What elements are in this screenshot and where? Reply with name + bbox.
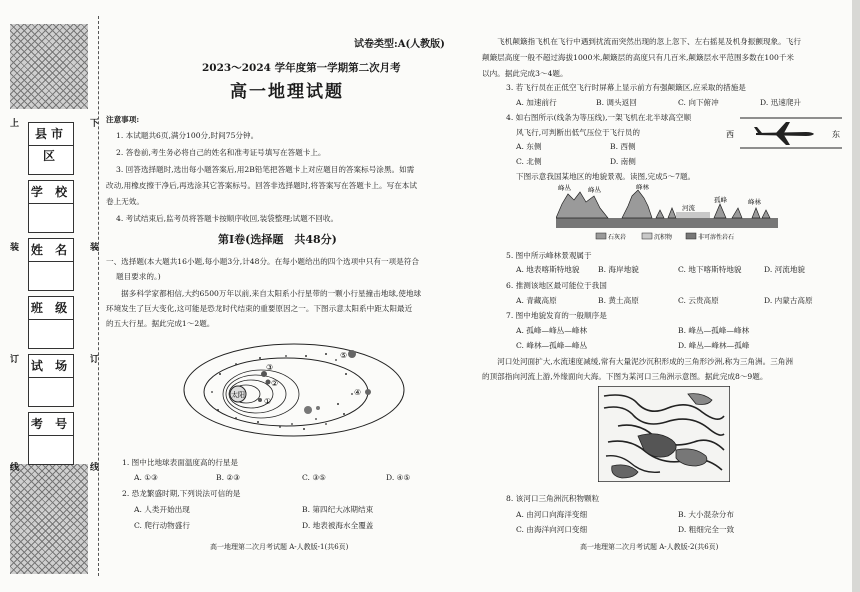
q5-option-d[interactable]: D. 河流地貌 <box>764 265 806 274</box>
passage-line: 河口处河面扩大,水流速度减缓,常有大量泥沙沉积形成的三角形沙洲,称为三角洲。三角洲 <box>482 357 793 366</box>
exam-title: 高一地理试题 <box>230 82 344 102</box>
q2-option-c[interactable]: C. 爬行动物盛行 <box>134 521 190 530</box>
field-name[interactable]: 姓 名 <box>28 238 74 291</box>
q6-option-b[interactable]: B. 黄土高原 <box>598 296 639 305</box>
exam-type-label: 试卷类型:A(人教版) <box>354 39 445 50</box>
landform-label: 河流 <box>682 204 695 212</box>
field-county[interactable]: 县市区 <box>28 122 74 175</box>
field-school[interactable]: 学 校 <box>28 180 74 233</box>
q1-option-b[interactable]: B. ②③ <box>216 473 241 482</box>
q6-stem: 6. 推测该地区最可能位于我国 <box>506 281 607 290</box>
q1-option-a[interactable]: A. ①③ <box>134 473 158 482</box>
q7-stem: 7. 图中地貌发育的一般顺序是 <box>506 311 607 320</box>
passage-line: 以内。据此完成3～4题。 <box>482 69 568 78</box>
q3-option-b[interactable]: B. 调头返回 <box>596 98 637 107</box>
planet-label: ④ <box>354 388 362 397</box>
notice-item: 1. 本试题共6页,满分100分,时间75分钟。 <box>116 131 259 140</box>
sun-label: 太阳 <box>231 391 245 399</box>
q5-stem: 5. 图中所示峰林景观属于 <box>506 251 592 260</box>
binding-mark-xian: 线 <box>10 463 20 473</box>
landform-label: 峰林 <box>748 198 761 206</box>
legend-item: 石灰岩 <box>608 234 627 241</box>
passage-line: 环境发生了巨大变化,这可能是恐龙时代结束的重要原因之一。下图示意太阳系中距太阳最近 <box>106 304 413 313</box>
q5-option-a[interactable]: A. 地表喀斯特地貌 <box>516 265 580 274</box>
binding-line <box>98 16 99 576</box>
q8-option-b[interactable]: B. 大小混杂分布 <box>678 510 734 519</box>
landform-label: 峰林 <box>636 184 649 191</box>
solar-system-figure <box>176 334 406 444</box>
notice-item: 改动,用橡皮擦干净后,再选涂其它答案标号。回答非选择题时,将答案写在答题卡上。写在本试 <box>106 181 417 190</box>
landform-label: 孤峰 <box>714 196 727 204</box>
q7-option-a[interactable]: A. 孤峰—峰丛—峰林 <box>516 326 588 335</box>
q4-stem: 4. 如右图所示(线条为等压线),一架飞机在北半球高空顺 <box>506 113 692 122</box>
q3-option-d[interactable]: D. 迅速爬升 <box>760 98 802 107</box>
q1-option-c[interactable]: C. ③⑤ <box>302 473 326 482</box>
east-label: 东 <box>832 130 840 139</box>
legend-item: 沉积物 <box>654 234 673 241</box>
passage-line: 的顶部指向河流上游,外缘面向大海。下图为某河口三角洲示意图。据此完成8～9题。 <box>482 372 768 381</box>
notice-item: 2. 答卷前,考生务必将自己的姓名和准考证号填写在答题卡上。 <box>116 148 326 157</box>
q7-option-c[interactable]: C. 峰林—孤峰—峰丛 <box>516 341 588 350</box>
right-page-footer: 高一地理第二次月考试题 A-人教版-2(共6页) <box>580 543 719 551</box>
passage-line: 据多科学家都相信,大约6500万年以前,来自太阳系小行星带的一颗小行星撞击地球,使地球 <box>106 289 422 298</box>
q2-option-a[interactable]: A. 人类开始出现 <box>134 505 190 514</box>
passage-line: 飞机颠簸指飞机在飞行中遇到扰流而突然出现的忽上忽下、左右摇晃及机身振颤现象。飞行 <box>482 37 801 46</box>
q8-option-c[interactable]: C. 由海洋向河口变细 <box>516 525 588 534</box>
planet-label: ⑤ <box>340 351 348 360</box>
q2-option-d[interactable]: D. 地表被海水全覆盖 <box>302 521 374 530</box>
q7-option-d[interactable]: D. 峰丛—峰林—孤峰 <box>678 341 750 350</box>
field-class[interactable]: 班 级 <box>28 296 74 349</box>
q8-stem: 8. 该河口三角洲沉积物颗粒 <box>506 494 600 503</box>
q6-option-c[interactable]: C. 云贵高原 <box>678 296 719 305</box>
q8-option-d[interactable]: D. 粗细完全一致 <box>678 525 735 534</box>
exam-year-line: 2023～2024 学年度第一学期第二次月考 <box>202 62 401 74</box>
legend-item: 非可溶性岩石 <box>698 234 735 241</box>
planet-label: ① <box>264 397 272 406</box>
q6-option-a[interactable]: A. 青藏高原 <box>516 296 557 305</box>
q7-option-b[interactable]: B. 峰丛—孤峰—峰林 <box>678 326 750 335</box>
section-intro: 一、选择题(本大题共16小题,每小题3分,计48分。在每小题给出的四个选项中只有一项是符合 <box>106 257 419 266</box>
q2-option-b[interactable]: B. 第四纪大冰期结束 <box>302 505 374 514</box>
left-column <box>106 0 472 592</box>
binding-mark-xia: 下 <box>90 119 100 129</box>
notice-item: 3. 回答选择题时,选出每小题答案后,用2B铅笔把答题卡上对应题目的答案标号涂黑。如需 <box>116 165 415 174</box>
q2-stem: 2. 恐龙繁盛时期,下列说法可信的是 <box>122 489 241 498</box>
page-edge <box>852 0 860 592</box>
notice-item: 4. 考试结束后,监考员将答题卡按顺序收回,装袋整理;试题不回收。 <box>116 214 339 223</box>
q5-option-c[interactable]: C. 地下喀斯特地貌 <box>678 265 742 274</box>
landform-label: 峰丛 <box>588 186 601 194</box>
q4-option-c[interactable]: C. 北侧 <box>516 157 542 166</box>
binding-mark-shang: 上 <box>10 119 20 129</box>
q1-option-d[interactable]: D. ④⑤ <box>386 473 411 482</box>
left-page-footer: 高一地理第二次月考试题 A-人教版-1(共6页) <box>210 543 349 551</box>
binding-mark-zhuang: 装 <box>10 243 20 253</box>
field-room[interactable]: 试 场 <box>28 354 74 407</box>
binding-mark-zhuang-right: 装 <box>90 243 100 253</box>
q8-option-a[interactable]: A. 由河口向海洋变细 <box>516 510 588 519</box>
passage-line: 下图示意我国某地区的地貌景观。读图,完成5～7题。 <box>516 172 696 181</box>
decor-pattern-top <box>10 24 88 109</box>
section-intro: 题目要求的。) <box>116 272 161 281</box>
landform-label: 峰丛 <box>558 184 571 192</box>
q5-option-b[interactable]: B. 海岸地貌 <box>598 265 639 274</box>
q6-option-d[interactable]: D. 内蒙古高原 <box>764 296 813 305</box>
q1-stem: 1. 图中比地球表面温度高的行星是 <box>122 458 238 467</box>
binding-mark-ding: 订 <box>10 355 20 365</box>
field-exam-number[interactable]: 考 号 <box>28 412 74 465</box>
right-column <box>482 0 844 592</box>
q3-stem: 3. 若飞行员在正低空飞行时屏幕上显示前方有强颠簸区,应采取的措施是 <box>506 83 746 92</box>
binding-mark-xian-right: 线 <box>90 463 100 473</box>
planet-label: ③ <box>266 363 274 372</box>
q4-option-a[interactable]: A. 东侧 <box>516 142 542 151</box>
isobar-figure <box>726 110 842 156</box>
binding-mark-ding-right: 订 <box>90 355 100 365</box>
passage-line: 颠簸层高度一般不超过海拔1000米,颠簸层的高度只有几百米,颠簸层水平范围多数在100千米 <box>482 53 795 62</box>
q3-option-c[interactable]: C. 向下俯冲 <box>678 98 719 107</box>
planet-label: ② <box>271 379 279 388</box>
karst-landform-figure <box>556 184 778 244</box>
decor-pattern-bottom <box>10 464 88 574</box>
q3-option-a[interactable]: A. 加速前行 <box>516 98 557 107</box>
section-title: 第Ⅰ卷(选择题 共48分) <box>218 233 337 246</box>
notice-head: 注意事项: <box>106 115 140 124</box>
q4-stem: 风飞行,可判断出低气压位于飞行员的 <box>516 128 640 137</box>
delta-figure <box>598 386 730 482</box>
passage-line: 的五大行星。据此完成1～2题。 <box>106 319 215 328</box>
q4-option-b[interactable]: B. 西侧 <box>610 142 636 151</box>
notice-item: 卷上无效。 <box>106 197 144 206</box>
q4-option-d[interactable]: D. 南侧 <box>610 157 636 166</box>
west-label: 西 <box>726 130 734 139</box>
